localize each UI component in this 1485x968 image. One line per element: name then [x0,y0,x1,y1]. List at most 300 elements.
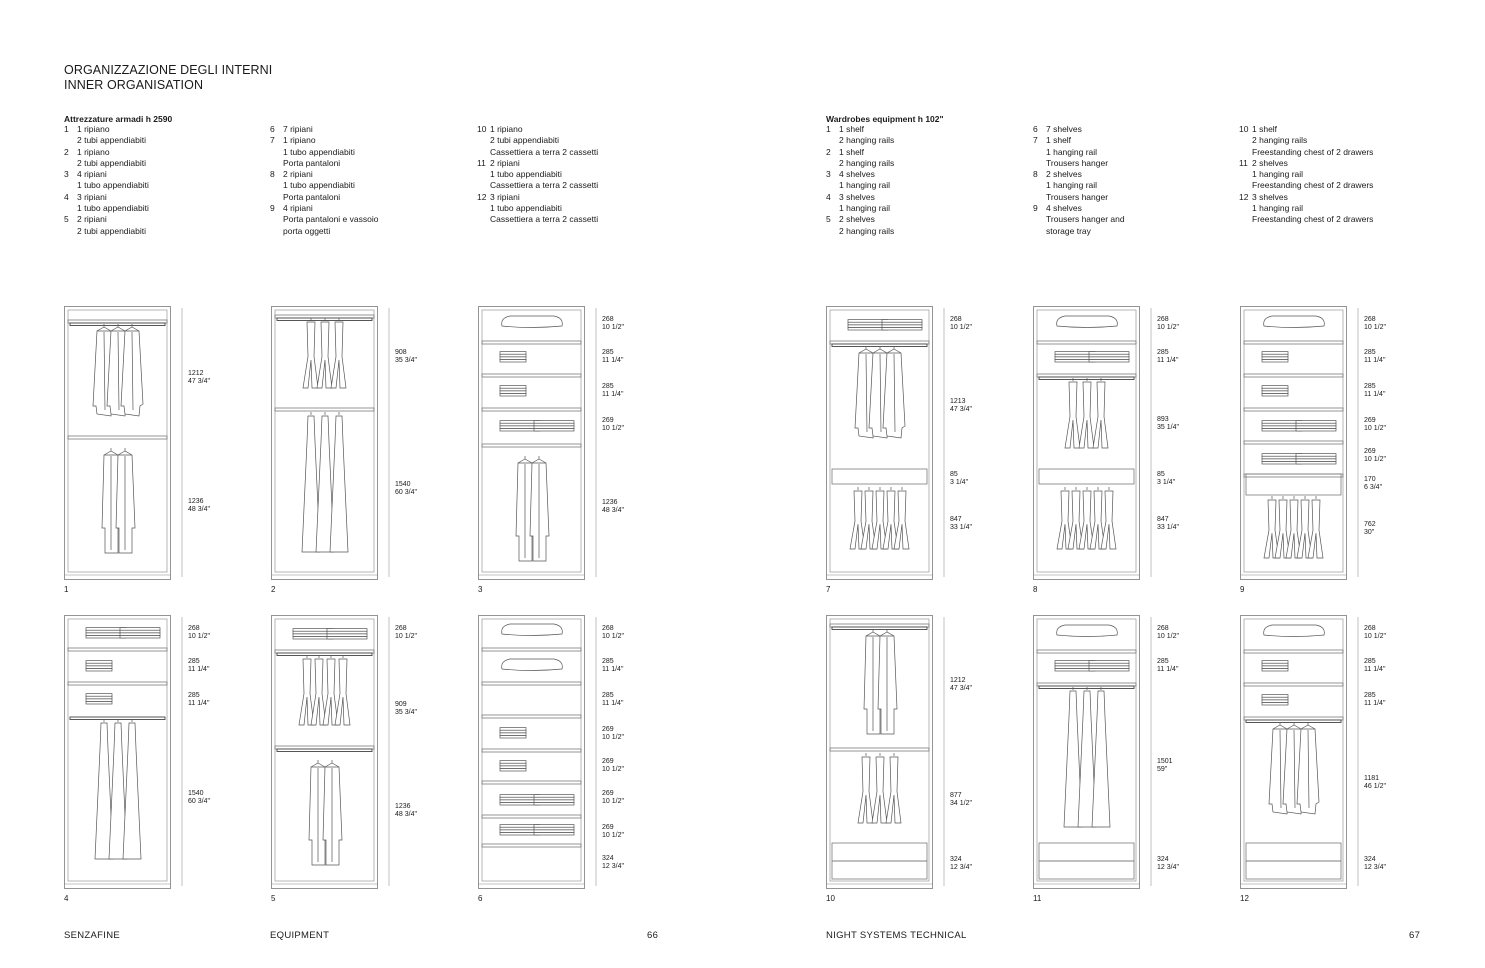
dimension-inches: 10 1/2" [1157,632,1179,640]
legend-entry-line: 1 tubo appendiabiti [283,180,355,191]
page-number-right: 67 [1409,930,1421,941]
dimension-inches: 12 3/4" [950,863,972,871]
legend-entry-line: Cassettiera a terra 2 cassetti [490,180,599,191]
dimension-label [1157,758,1173,773]
dimension-inches: 12 3/4" [1364,863,1386,871]
legend-entry [1239,192,1373,226]
dimension-inches: 11 1/4" [1364,356,1386,364]
coat-icon [116,455,135,553]
drawer [832,861,927,879]
dimension-inches: 3 1/4" [1157,478,1176,486]
dimension-label [188,625,210,640]
legend-entry-line: Freestanding chest of 2 drawers [1252,146,1374,157]
dimension-label [1157,625,1179,640]
legend-entry-number: 9 [1033,203,1038,214]
dimension-inches: 60 3/4" [188,797,210,805]
dimension-mm: 324 [950,856,962,863]
legend-entry-line: Trousers hanger [1046,157,1109,168]
wardrobe-6 [478,615,600,892]
legend-heading-english: Wardrobes equipment h 102" [826,114,944,124]
shelf [275,408,374,411]
dimension-mm: 1212 [188,370,204,377]
shelf [275,650,374,653]
legend-entry [64,214,149,237]
dimension-label [950,792,972,807]
legend-entry-line: 2 hanging rails [839,225,895,236]
dimension-inches: 12 3/4" [1157,863,1179,871]
legend-entry-line: Porta pantaloni [283,157,341,168]
dimension-inches: 48 3/4" [395,810,417,818]
dimension-mm: 268 [950,316,962,323]
legend-entry-line: 1 tubo appendiabiti [490,169,562,180]
dimension-label [950,677,972,692]
legend-entry-line: 7 ripiani [283,124,313,134]
wardrobe-number: 3 [478,585,483,594]
shelf [275,746,374,749]
legend-entry [477,158,598,192]
shelf [1244,441,1343,444]
dimension-label [602,625,624,640]
trousers-icon [335,659,350,725]
trousers-icon [303,322,318,388]
dimension-mm: 285 [1157,349,1169,356]
legend-entry-number: 1 [64,124,69,134]
shelf [275,315,374,318]
legend-entry [64,169,149,192]
folded-clothes-icon [534,825,574,835]
wardrobe-3 [478,306,600,583]
legend-entry-line: 2 ripiani [283,169,313,180]
folded-clothes-icon [500,761,526,771]
dimension-inches: 33 1/4" [1157,523,1179,531]
legend-entry-number: 11 [477,157,486,168]
dimension-mm: 285 [1364,692,1376,699]
folded-clothes-icon [500,352,526,362]
dimension-inches: 11 1/4" [1364,665,1386,673]
legend-entry-line: Trousers hanger and [1046,214,1125,225]
legend-entry-number: 12 [477,191,487,202]
hanging-rail [1246,720,1341,723]
wardrobe-2 [271,306,393,583]
dimension-mm: 1236 [188,498,204,505]
shelf [482,781,581,784]
dimension-label [602,855,624,870]
folded-clothes-icon [534,421,574,431]
drawer [1039,843,1134,861]
coat-icon [530,463,549,561]
dimension-mm: 269 [602,790,614,797]
wardrobe-1 [64,306,186,583]
shelf [1244,683,1343,686]
dress-icon [330,416,348,552]
dimension-mm: 324 [1364,856,1376,863]
pillow-icon [502,624,563,636]
jacket-icon [121,331,143,416]
dimension-mm: 269 [602,824,614,831]
hanging-rail [277,318,372,321]
dimension-inches: 11 1/4" [602,699,624,707]
dimension-mm: 893 [1157,416,1169,423]
legend-entry-number: 6 [1033,124,1038,134]
dimension-mm: 268 [1364,625,1376,632]
legend-entry-line: 1 shelf [839,124,865,134]
dimension-mm: 1213 [950,398,966,405]
dimension-label [602,658,623,673]
shelf [68,648,167,651]
legend-entry-line: 2 tubi appendiabiti [77,157,147,168]
folded-clothes-icon [1296,454,1336,464]
dimension-mm: 1501 [1157,758,1173,765]
dimension-mm: 877 [950,792,962,799]
shelf [482,844,581,847]
dimension-inches: 10 1/2" [602,424,624,432]
hanging-rail [70,323,165,326]
pillow-icon [1057,625,1118,637]
legend-entry-line: 3 shelves [1252,191,1288,202]
dimension-label [602,316,624,331]
legend-entry-number: 8 [270,169,275,180]
legend-entry-line: 4 ripiani [283,203,313,214]
legend-entry-line: Cassettiera a terra 2 cassetti [490,146,599,157]
legend-entry [270,169,378,203]
dimension-label [395,803,417,818]
legend-entry-number: 5 [64,214,69,225]
shelf [68,436,167,439]
dimension-label [602,349,623,364]
wardrobe-number: 4 [64,894,69,903]
dimension-label [1364,658,1385,673]
folded-clothes-icon [86,661,112,671]
dimension-inches: 10 1/2" [602,632,624,640]
legend-english-col1 [826,124,894,237]
pillow-icon [1057,316,1118,328]
legend-entry-line: 2 shelves [1046,169,1082,180]
legend-entry-line: 1 shelf [839,146,865,157]
hanging-rail [70,717,165,720]
wardrobe-8 [1033,306,1155,583]
folded-clothes-icon [1262,695,1288,705]
shelf [1037,341,1136,344]
dimension-label [1364,476,1382,491]
page-number-left: 66 [647,930,659,941]
legend-entry [826,192,894,215]
dimension-label [1157,416,1179,431]
hanging-rail [277,653,372,656]
legend-entry [477,124,598,158]
dimension-inches: 11 1/4" [188,699,210,707]
jacket-icon [883,353,905,438]
dimension-mm: 324 [1157,856,1169,863]
wardrobe-9 [1240,306,1362,583]
trousers-icon [1065,382,1080,448]
legend-entry-line: 2 hanging rails [1252,135,1308,146]
legend-entry [1239,158,1373,192]
trousers-icon [894,491,909,549]
dimension-label [950,856,972,871]
legend-entry-number: 8 [1033,169,1038,180]
dimension-mm: 285 [1364,383,1376,390]
dimension-mm: 324 [602,855,614,862]
dimension-label [602,417,624,432]
shelf [482,815,581,818]
dimension-mm: 269 [602,417,614,424]
folded-clothes-icon [500,386,526,396]
legend-entry-line: 7 shelves [1046,124,1082,134]
dimension-inches: 48 3/4" [188,505,210,513]
folded-clothes-icon [1089,661,1129,671]
legend-entry-number: 12 [1239,191,1249,202]
shelf [1037,650,1136,653]
dress-icon [1092,691,1110,827]
legend-entry-line: 4 shelves [1046,203,1082,214]
title-italian: ORGANIZZAZIONE DEGLI INTERNI [64,63,273,77]
legend-entry-line: 1 hanging rail [839,180,891,191]
dimension-mm: 285 [1364,349,1376,356]
dimension-label [950,471,968,486]
dimension-mm: 85 [1157,471,1165,478]
dimension-inches: 10 1/2" [1364,323,1386,331]
dimension-label [1157,516,1179,531]
legend-entry [1033,124,1125,135]
legend-entry-line: 1 tubo appendiabiti [490,203,562,214]
trousers-hanger [1039,469,1134,484]
legend-entry [270,135,378,169]
legend-entry-number: 9 [270,203,275,214]
dimension-mm: 1236 [395,803,411,810]
dimension-mm: 285 [1157,658,1169,665]
wardrobe-10 [826,615,948,892]
dimension-inches: 47 3/4" [950,405,972,413]
dimension-label [188,790,210,805]
dimension-mm: 268 [1157,625,1169,632]
wardrobe-number: 6 [478,894,483,903]
wardrobe-number: 5 [271,894,276,903]
legend-entry [1033,203,1125,237]
legend-entry-line: storage tray [1046,225,1091,236]
folded-clothes-icon [1296,421,1336,431]
folded-clothes-icon [1262,352,1288,362]
dimension-inches: 34 1/2" [950,799,972,807]
dimension-inches: 11 1/4" [602,665,624,673]
legend-entry [64,124,149,147]
dimension-mm: 268 [1364,316,1376,323]
legend-entry [826,147,894,170]
pillow-icon [1264,625,1325,637]
legend-entry-line: 1 hanging rail [1252,169,1304,180]
dimension-mm: 847 [1157,516,1169,523]
legend-entry-line: 1 hanging rail [839,203,891,214]
legend-entry [64,192,149,215]
trousers-hanger [832,469,927,484]
trousers-icon [317,322,332,388]
legend-entry-number: 7 [270,135,275,146]
dimension-mm: 285 [602,692,614,699]
legend-entry [826,214,894,237]
wardrobe-number: 7 [826,585,831,594]
dimension-mm: 285 [188,692,200,699]
dimension-label [1157,658,1178,673]
trousers-icon [1079,382,1094,448]
legend-entry-line: Porta pantaloni [283,191,341,202]
dimension-label [188,498,210,513]
legend-entry-line: 4 shelves [839,169,875,180]
legend-entry-number: 2 [826,146,831,157]
dimension-inches: 35 3/4" [395,356,417,364]
legend-entry [1033,135,1125,169]
dimension-inches: 11 1/4" [1364,390,1386,398]
folded-clothes-icon [120,628,160,638]
dimension-label [395,625,417,640]
folded-clothes-icon [500,728,526,738]
wardrobe-11 [1033,615,1155,892]
legend-entry-line: 1 shelf [1252,124,1278,134]
wardrobe-number: 8 [1033,585,1038,594]
dimension-inches: 46 1/2" [1364,782,1386,790]
dimension-mm: 1540 [188,790,204,797]
dimension-label [1364,625,1386,640]
shelf [482,374,581,377]
drawer [832,843,927,861]
legend-entry-number: 11 [1239,157,1248,168]
dimension-mm: 285 [602,349,614,356]
legend-entry-line: 1 ripiano [283,135,316,146]
shelf [1244,650,1343,653]
dimension-label [1364,448,1386,463]
shelf [830,341,929,344]
wardrobe-number: 12 [1240,894,1249,903]
shelf [1037,374,1136,377]
pillow-icon [502,316,563,328]
dimension-inches: 10 1/2" [602,797,624,805]
legend-entry [270,203,378,237]
legend-entry-number: 7 [1033,135,1038,146]
dimension-label [950,516,972,531]
wardrobe-4 [64,615,186,892]
dimension-mm: 268 [1157,316,1169,323]
dimension-mm: 170 [1364,476,1376,483]
dimension-inches: 11 1/4" [1157,356,1179,364]
hanging-rail [832,627,927,630]
footer-section-right: NIGHT SYSTEMS TECHNICAL [826,930,967,941]
drawer [1246,861,1341,879]
coat-icon [323,767,342,865]
dimension-inches: 10 1/2" [1364,424,1386,432]
wardrobe-number: 1 [64,585,69,594]
dimension-inches: 10 1/2" [602,765,624,773]
dimension-inches: 35 1/4" [1157,423,1179,431]
dimension-label [602,790,624,805]
dimension-label [1364,349,1385,364]
legend-entry-line: porta oggetti [283,225,331,236]
legend-entry-line: 1 ripiano [77,124,110,134]
trousers-icon [858,757,873,823]
dimension-label [188,370,210,385]
wardrobe-number: 10 [826,894,835,903]
dimension-inches: 10 1/2" [602,733,624,741]
legend-entry-line: 1 tubo appendiabiti [283,146,355,157]
dimension-inches: 10 1/2" [188,632,210,640]
page-title [64,63,272,93]
shelf [482,682,581,685]
legend-entry-number: 4 [826,191,831,202]
legend-entry-line: Freestanding chest of 2 drawers [1252,180,1374,191]
drawer [1039,861,1134,879]
shelf [1244,474,1343,477]
dimension-mm: 1236 [602,499,618,506]
trousers-icon [886,757,901,823]
dimension-inches: 3 1/4" [950,478,969,486]
dimension-label [395,481,417,496]
dimension-mm: 1540 [395,481,411,488]
legend-entry [826,124,894,147]
shelf [1037,683,1136,686]
dimension-label [602,726,624,741]
legend-entry-line: 2 shelves [1252,157,1288,168]
legend-entry-number: 10 [477,124,487,134]
footer-section-left: EQUIPMENT [270,930,330,941]
legend-entry-line: 3 shelves [839,191,875,202]
folded-clothes-icon [534,795,574,805]
dimension-label [602,383,623,398]
legend-entry-line: Cassettiera a terra 2 cassetti [490,214,599,225]
folded-clothes-icon [86,694,112,704]
title-english: INNER ORGANISATION [64,78,204,92]
dimension-mm: 269 [1364,448,1376,455]
drawer [1246,843,1341,861]
legend-entry [477,192,598,226]
legend-entry-line: 2 shelves [839,214,875,225]
dimension-label [1364,521,1376,536]
legend-entry-line: Freestanding chest of 2 drawers [1252,214,1374,225]
dimension-inches: 33 1/4" [950,523,972,531]
wardrobe-number: 9 [1240,585,1245,594]
legend-entry [64,147,149,170]
wardrobe-number: 2 [271,585,276,594]
legend-entry-line: 2 tubi appendiabiti [77,135,147,146]
shelf [68,320,167,323]
legend-entry-line: 2 hanging rails [839,135,895,146]
dimension-label [1364,692,1385,707]
jacket-icon [1297,729,1319,814]
dimension-label [950,398,972,413]
dimension-inches: 11 1/4" [602,356,624,364]
coat-icon [878,636,897,734]
dimension-mm: 285 [188,658,200,665]
trousers-icon [323,659,338,725]
dimension-label [188,692,209,707]
dimension-label [602,692,623,707]
pillow-icon [1264,316,1325,328]
dimension-mm: 268 [602,316,614,323]
dimension-inches: 10 1/2" [602,831,624,839]
dimension-mm: 285 [1364,658,1376,665]
legend-entry-number: 3 [64,169,69,180]
legend-entry-number: 5 [826,214,831,225]
shelf [482,648,581,651]
legend-entry [270,124,378,135]
dimension-label [1364,775,1386,790]
dimension-inches: 59" [1157,765,1168,773]
dimension-inches: 10 1/2" [602,323,624,331]
pillow-icon [502,659,563,671]
legend-entry-line: 2 hanging rails [839,157,895,168]
legend-entry-line: 1 hanging rail [1046,146,1098,157]
wardrobe-5 [271,615,393,892]
dimension-inches: 35 3/4" [395,708,417,716]
dimension-mm: 847 [950,516,962,523]
trousers-icon [299,659,314,725]
legend-italian-col3 [477,124,598,226]
